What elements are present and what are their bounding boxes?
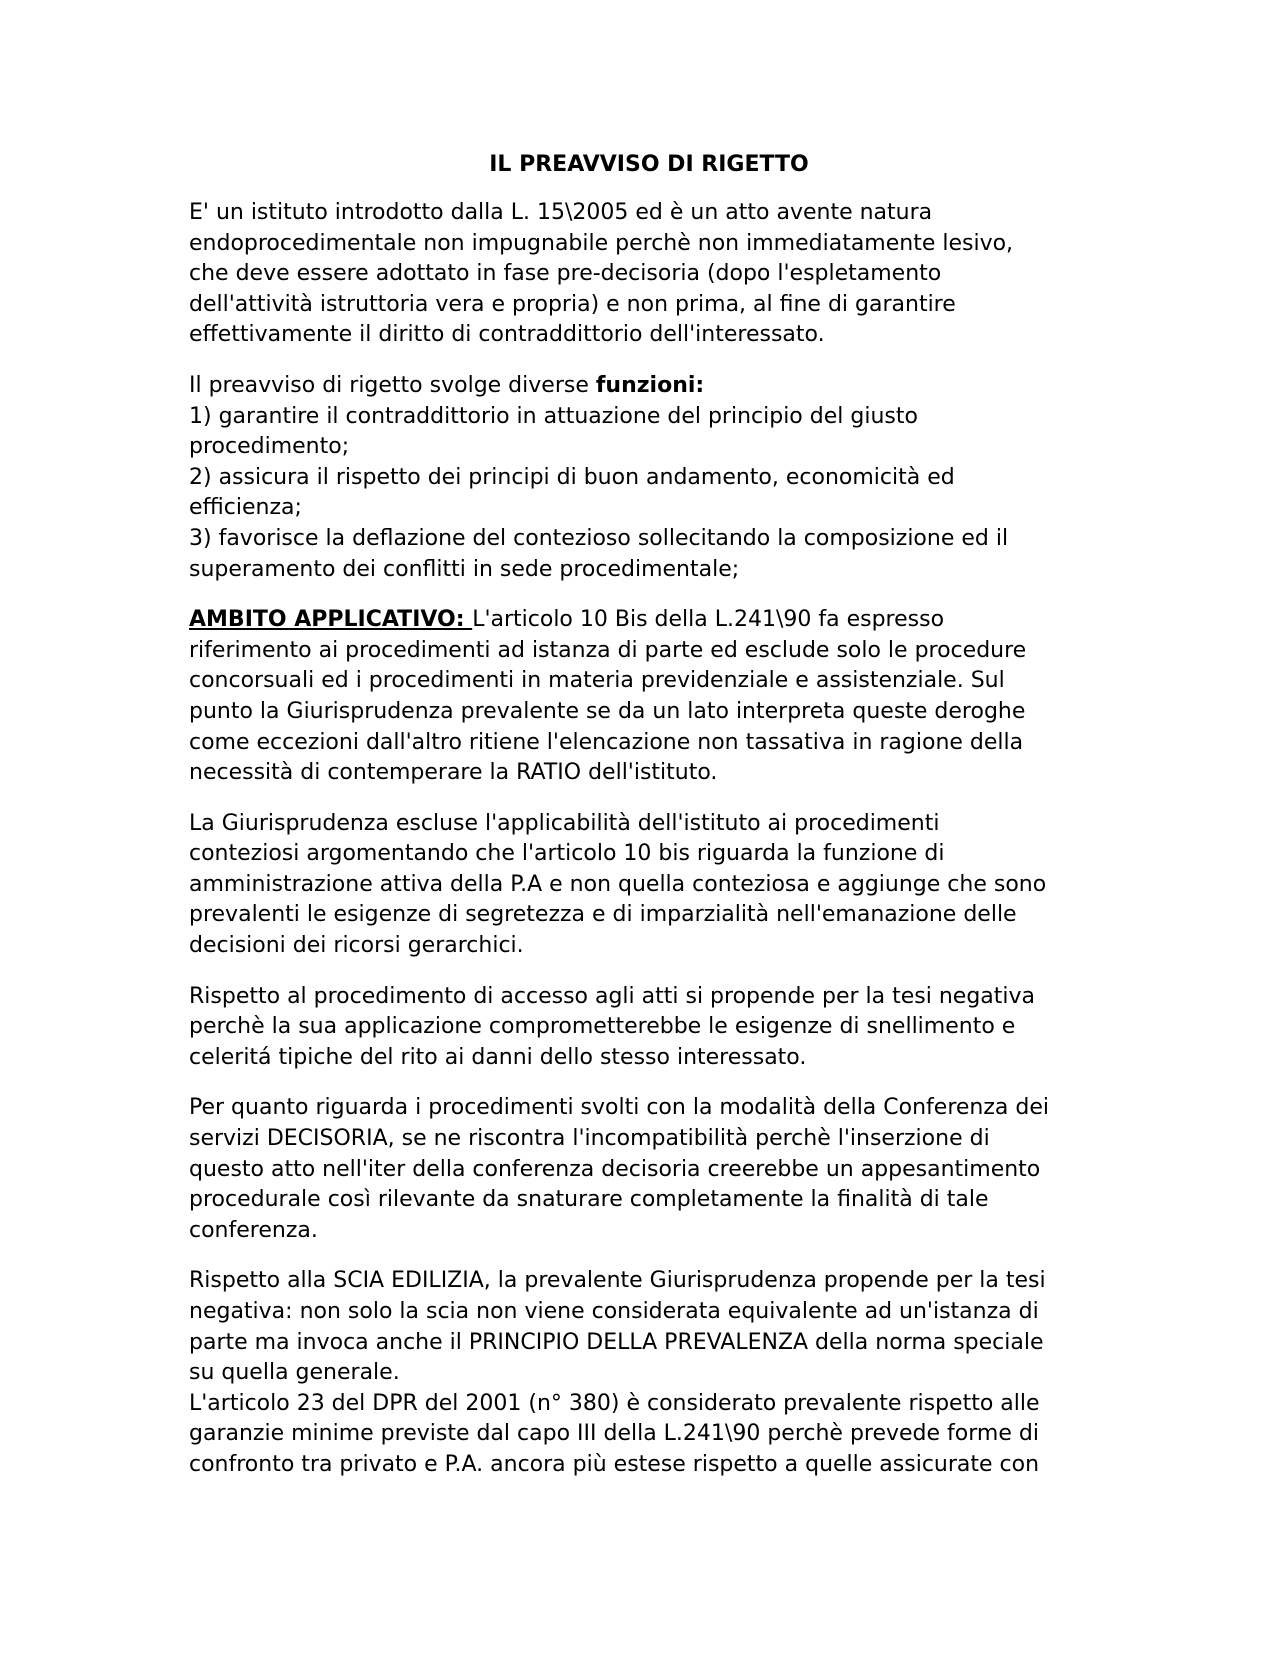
document-title: IL PREAVVISO DI RIGETTO: [489, 152, 809, 177]
paragraph-intro: E' un istituto introdotto dalla L. 15\2005 ed è un atto avente natura endoprocedimentale non impugnabile perchè non immediatamente lesivo, che deve essere adottato in fase pre-decisoria (dopo l'espletamento dell'attività istruttoria vera e propria) e non prima, al fine di garantire effettivamente il diritto di contraddittorio dell'interessato.: [189, 200, 1014, 348]
paragraph-ambito: [189, 605, 1089, 789]
funzioni-lead: Il preavviso di rigetto svolge diverse: [189, 372, 596, 398]
funzioni-list: 1) garantire il contraddittorio in attuazione del principio del giusto procedimento; 2) assicura il rispetto dei principi di buon andamento, economicità ed efficienza; 3) favorisce la deflazione del contezioso sollecitando la composizione ed il superamento dei conflitti in sede procedimentale;: [189, 403, 1009, 582]
document-page: [189, 150, 1089, 1501]
paragraph-contenziosi: La Giurisprudenza escluse l'applicabilità dell'istituto ai procedimenti conteziosi argomentando che l'articolo 10 bis riguarda la funzione di amministrazione attiva della P.A e non quella conteziosa e aggiunge che sono prevalenti le esigenze di segretezza e di imparzialità nell'emanazione delle decisioni dei ricorsi gerarchici.: [189, 810, 1047, 959]
ambito-body: L'articolo 10 Bis della L.241\90 fa espresso riferimento ai procedimenti ad istanza di parte ed esclude solo le procedure concorsuali ed i procedimenti in materia previdenziale e assistenziale. Sul punto la Giurisprudenza prevalente se da un lato interpreta queste deroghe come eccezioni dall'altro ritiene l'elencazione non tassativa in ragione della necessità di contemperare la RATIO dell'istituto.: [189, 607, 1027, 786]
paragraph-dpr: L'articolo 23 del DPR del 2001 (n° 380) è considerato prevalente rispetto alle garanzie minime previste dal capo III della L.241\90 perchè prevede forme di confronto tra privato e P.A. ancora più estese rispetto a quelle assicurate con: [189, 1390, 1040, 1477]
paragraph-accesso-atti: Rispetto al procedimento di accesso agli atti si propende per la tesi negativa perchè la sua applicazione comprometterebbe le esigenze di snellimento e celeritá tipiche del rito ai danni dello stesso interessato.: [189, 983, 1036, 1070]
ambito-heading: AMBITO APPLICATIVO:: [189, 607, 473, 633]
paragraph-funzioni: [189, 371, 1089, 585]
paragraph-conferenza: Per quanto riguarda i procedimenti svolti con la modalità della Conferenza dei servizi DECISORIA, se ne riscontra l'incompatibilità perchè l'inserzione di questo atto nell'iter della conferenza decisoria creerebbe un appesantimento procedurale così rilevante da snaturare completamente la finalità di tale conferenza.: [189, 1095, 1049, 1243]
paragraph-scia: Rispetto alla SCIA EDILIZIA, la prevalente Giurisprudenza propende per la tesi negativa: non solo la scia non viene considerata equivalente ad un'istanza di parte ma invoca anche il PRINCIPIO DELLA PREVALENZA della norma speciale su quella generale.: [189, 1268, 1046, 1386]
funzioni-bold: funzioni:: [595, 372, 705, 398]
